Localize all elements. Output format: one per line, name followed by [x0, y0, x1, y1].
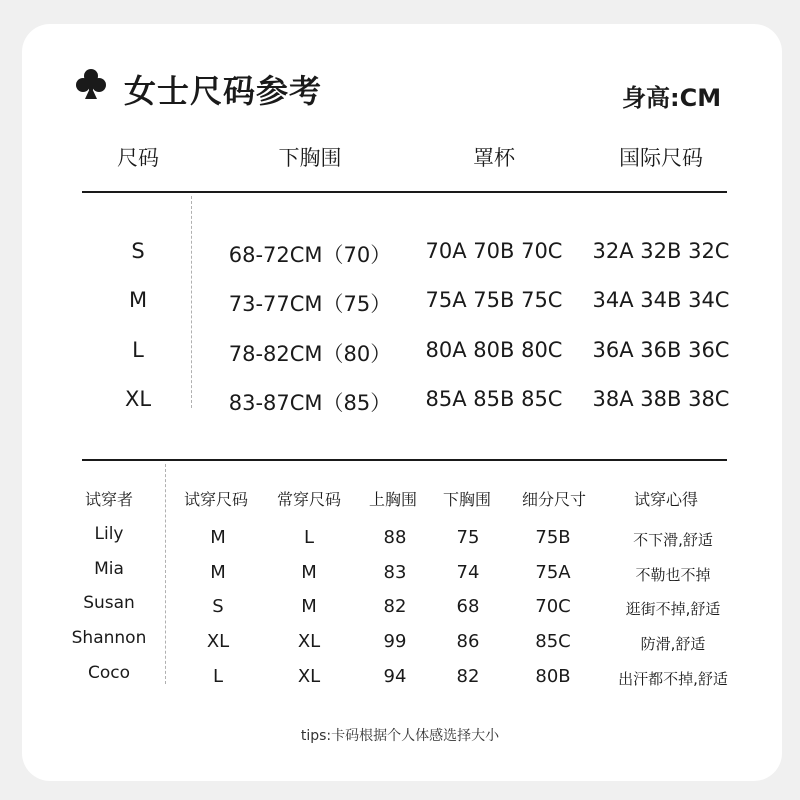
unit-label: 身高:CM — [622, 84, 722, 112]
trial-size-cell: M — [210, 527, 226, 548]
detail-size-cell: 75A — [535, 562, 571, 583]
underbust-cell: 83-87CM（85） — [228, 391, 392, 415]
size-cell: XL — [124, 387, 152, 411]
detail-size-cell: 75B — [535, 527, 571, 548]
trial-size-cell: M — [210, 562, 226, 583]
tester-name: Lily — [94, 524, 124, 544]
dashed-separator — [165, 464, 166, 684]
tester-name: Mia — [94, 559, 124, 579]
col-header-detail-size: 细分尺寸 — [521, 490, 587, 509]
bust-cell: 83 — [383, 562, 407, 583]
size-cell: M — [128, 288, 148, 312]
col-header-usual-size: 常穿尺码 — [276, 490, 342, 509]
col-header-underbust: 下胸围 — [442, 490, 492, 509]
tester-name: Coco — [87, 663, 131, 683]
underbust-cell: 73-77CM（75） — [228, 292, 392, 316]
trial-size-cell: L — [212, 666, 224, 687]
detail-size-cell: 80B — [535, 666, 571, 687]
size-cell: S — [131, 239, 145, 263]
col-header-bust: 上胸围 — [368, 490, 418, 509]
underbust-cell: 75 — [456, 527, 480, 548]
usual-size-cell: XL — [297, 631, 321, 652]
club-icon — [76, 68, 106, 100]
bust-cell: 94 — [383, 666, 407, 687]
cup-cell: 70A 70B 70C — [425, 239, 563, 263]
intl-cell: 38A 38B 38C — [592, 387, 730, 411]
divider-line — [82, 191, 727, 193]
col-header-underbust: 下胸围 — [278, 146, 342, 170]
size-cell: L — [132, 338, 144, 362]
underbust-cell: 78-82CM（80） — [228, 342, 392, 366]
usual-size-cell: L — [303, 527, 315, 548]
col-header-feedback: 试穿心得 — [633, 490, 699, 509]
tester-name: Shannon — [71, 628, 147, 648]
col-header-tester: 试穿者 — [84, 490, 134, 509]
intl-cell: 32A 32B 32C — [592, 239, 730, 263]
col-header-cup: 罩杯 — [473, 146, 515, 170]
bust-cell: 82 — [383, 596, 407, 617]
cup-cell: 80A 80B 80C — [425, 338, 563, 362]
usual-size-cell: M — [301, 596, 317, 617]
col-header-size: 尺码 — [117, 146, 159, 170]
feedback-cell: 逛街不掉,舒适 — [625, 600, 721, 618]
trial-size-cell: XL — [206, 631, 230, 652]
usual-size-cell: M — [301, 562, 317, 583]
detail-size-cell: 85C — [535, 631, 571, 652]
page-title: 女士尺码参考 — [124, 72, 323, 110]
detail-size-cell: 70C — [535, 596, 571, 617]
cup-cell: 75A 75B 75C — [425, 288, 563, 312]
feedback-cell: 防滑,舒适 — [640, 635, 706, 653]
tester-name: Susan — [83, 593, 135, 613]
underbust-cell: 68-72CM（70） — [228, 243, 392, 267]
col-header-trial-size: 试穿尺码 — [183, 490, 249, 509]
feedback-cell: 出汗都不掉,舒适 — [618, 670, 728, 688]
feedback-cell: 不下滑,舒适 — [633, 531, 713, 549]
intl-cell: 34A 34B 34C — [592, 288, 730, 312]
usual-size-cell: XL — [297, 666, 321, 687]
bust-cell: 99 — [383, 631, 407, 652]
intl-cell: 36A 36B 36C — [592, 338, 730, 362]
underbust-cell: 74 — [456, 562, 480, 583]
tips-note: tips:卡码根据个人体感选择大小 — [300, 728, 500, 744]
col-header-intl: 国际尺码 — [619, 146, 703, 170]
trial-size-cell: S — [212, 596, 224, 617]
underbust-cell: 68 — [456, 596, 480, 617]
cup-cell: 85A 85B 85C — [425, 387, 563, 411]
underbust-cell: 86 — [456, 631, 480, 652]
divider-line — [82, 459, 727, 461]
dashed-separator — [191, 196, 192, 408]
bust-cell: 88 — [383, 527, 407, 548]
feedback-cell: 不勒也不掉 — [635, 566, 711, 584]
underbust-cell: 82 — [456, 666, 480, 687]
